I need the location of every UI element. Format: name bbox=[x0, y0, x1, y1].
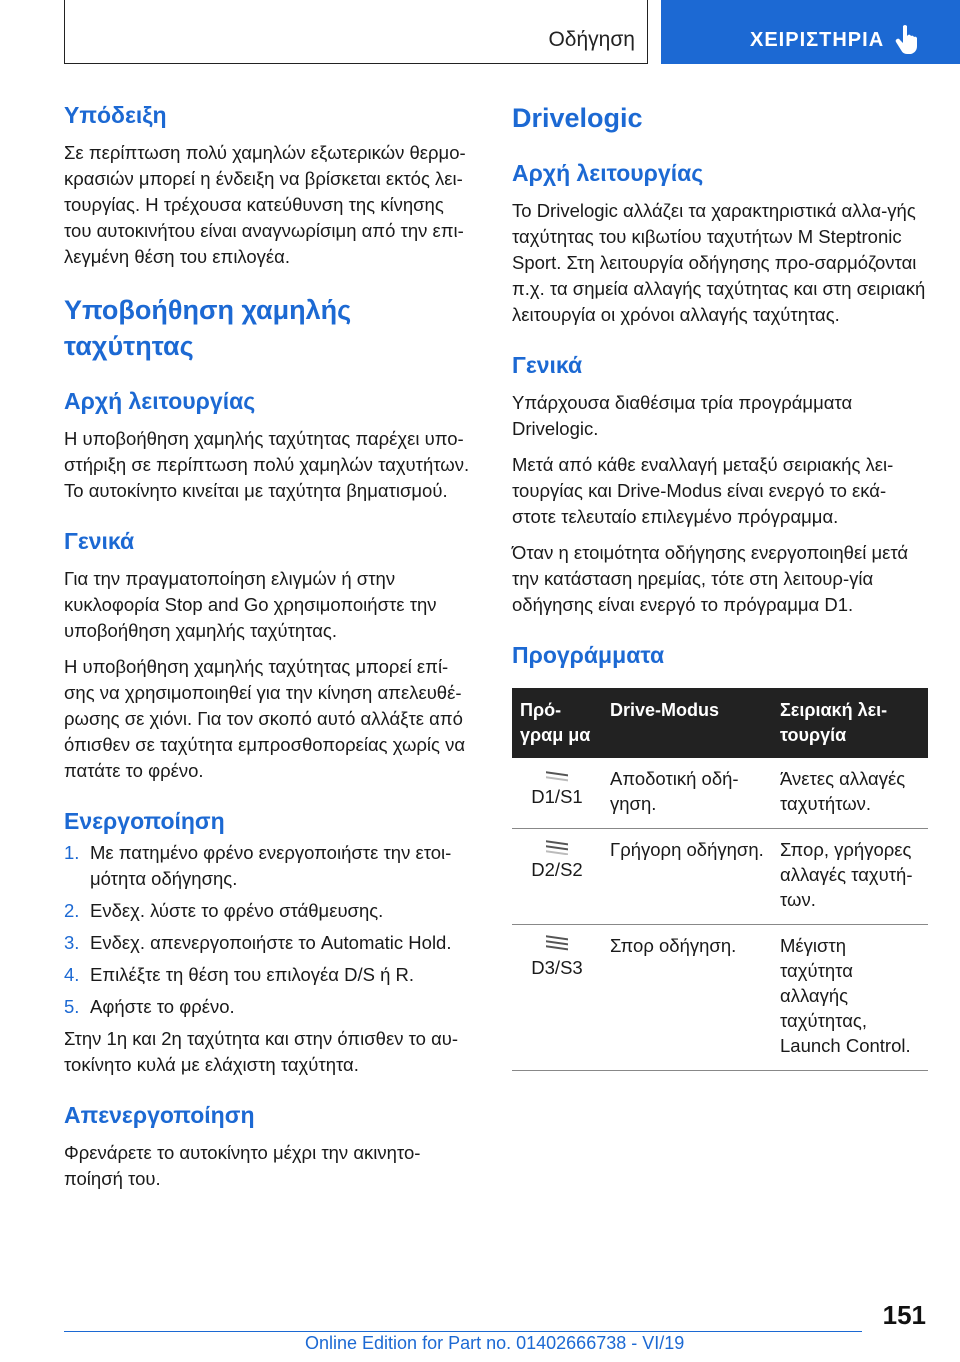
section-label: Οδήγηση bbox=[548, 28, 635, 51]
hint-title: Υπόδειξη bbox=[64, 102, 167, 128]
program-cell: D2/S2 bbox=[512, 829, 602, 925]
table-row bbox=[512, 829, 928, 925]
list-item: 2. Ενδεχ. λύστε το φρένο στάθμευσης. bbox=[64, 900, 384, 921]
activation-title: Ενεργοποίηση bbox=[64, 808, 225, 834]
principle-title: Αρχή λειτουργίας bbox=[64, 388, 256, 414]
program-cell: D3/S3 bbox=[512, 925, 602, 1071]
table-header-row bbox=[512, 688, 928, 758]
drivelogic-principle-text: Το Drivelogic αλλάζει τα χαρακτηριστικά αλλα-γής ταχύτητας του κιβωτίου ταχυτήτων M Steptronic Sport. Στη λειτουργία οδήγησης προ-σαρμόζονται π.χ. τα σημεία αλλαγής ταχύτητας και στη σειριακή λειτουργία οι χρόνοι αλλαγής ταχύτητας. bbox=[512, 200, 926, 325]
drivelogic-level-1-icon bbox=[544, 766, 570, 782]
column-header-serial: Σειριακή λει-τουργία bbox=[772, 688, 928, 758]
header-frame bbox=[64, 0, 648, 64]
drivelogic-principle-title: Αρχή λειτουργίας bbox=[512, 160, 704, 186]
left-column bbox=[64, 100, 476, 1192]
deactivation-title: Απενεργοποίηση bbox=[64, 1102, 255, 1128]
programs-table bbox=[512, 688, 928, 1071]
drivelogic-level-3-icon bbox=[544, 933, 570, 953]
drive-cell: Σπορ οδήγηση. bbox=[602, 925, 772, 1071]
principle-text: Η υποβοήθηση χαμηλής ταχύτητας παρέχει υπο-στήριξη σε περίπτωση πολύ χαμηλών ταχυτήτων. Το αυτοκίνητο κινείται με ταχύτητα βηματισμού. bbox=[64, 428, 470, 501]
general-title: Γενικά bbox=[64, 528, 135, 554]
serial-cell: Σπορ, γρήγορες αλλαγές ταχυτή-των. bbox=[772, 829, 928, 925]
list-item: 1. Με πατημένο φρένο ενεργοποιήστε την ετοι-μότητα οδήγησης. bbox=[64, 842, 452, 889]
program-cell: D1/S1 bbox=[512, 758, 602, 829]
drivelogic-general-title: Γενικά bbox=[512, 352, 583, 378]
serial-cell: Μέγιστη ταχύτητα αλλαγής ταχύτητας, Launch Control. bbox=[772, 925, 928, 1071]
footer-edition: Online Edition for Part no. 01402666738 - VI/19 bbox=[305, 1333, 685, 1353]
chapter-label: ΧΕΙΡΙΣΤΗΡΙΑ bbox=[750, 29, 885, 51]
general-paragraph-2: Η υποβοήθηση χαμηλής ταχύτητας μπορεί επί-σης να χρησιμοποιηθεί για την κίνηση απελευθέ-ρωσης σε χιόνι. Για τον σκοπό αυτό αλλάξτε από όπισθεν σε ταχύτητα εμπροσθοπορείας χωρίς να πατάτε το φρένο. bbox=[64, 656, 466, 781]
drivelogic-level-2-icon bbox=[544, 837, 570, 855]
drivelogic-general-p2: Μετά από κάθε εναλλαγή μεταξύ σειριακής λει-τουργίας και Drive-Modus είναι ενεργό το εκά-στοτε τελευταίο επιλεγμένο πρόγραμμα. bbox=[512, 454, 894, 527]
pointing-hand-icon bbox=[894, 24, 922, 54]
drivelogic-general-p3: Όταν η ετοιμότητα οδήγησης ενεργοποιηθεί μετά την κατάσταση ηρεμίας, τότε στη λειτουρ-γία οδήγησης είναι ενεργό το πρόγραμμα D1. bbox=[512, 542, 909, 615]
deactivation-text: Φρενάρετε το αυτοκίνητο μέχρι την ακινητο-ποίησή του. bbox=[64, 1142, 421, 1189]
page-number: 151 bbox=[882, 1300, 926, 1330]
table-row bbox=[512, 925, 928, 1071]
activation-steps bbox=[64, 840, 476, 1020]
right-column bbox=[512, 100, 928, 1071]
hint-text: Σε περίπτωση πολύ χαμηλών εξωτερικών θερμο-κρασιών μπορεί η ένδειξη να βρίσκεται εκτός λει-τουργίας. Η τρέχουσα κατεύθυνση της κίνησης του αυτοκινήτου είναι αναγνωρίσιμη από την επι-λεγμένη θέση του επιλογέα. bbox=[64, 142, 466, 267]
list-item: 5. Αφήστε το φρένο. bbox=[64, 996, 235, 1017]
activation-note: Στην 1η και 2η ταχύτητα και στην όπισθεν το αυ-τοκίνητο κυλά με ελάχιστη ταχύτητα. bbox=[64, 1028, 459, 1075]
table-row bbox=[512, 758, 928, 829]
general-paragraph-1: Για την πραγματοποίηση ελιγμών ή στην κυκλοφορία Stop and Go χρησιμοποιήστε την υποβοήθηση χαμηλής ταχύτητας. bbox=[64, 568, 437, 641]
serial-cell: Άνετες αλλαγές ταχυτήτων. bbox=[772, 758, 928, 829]
list-item: 3. Ενδεχ. απενεργοποιήστε το Automatic Hold. bbox=[64, 932, 452, 953]
drivelogic-title: Drivelogic bbox=[512, 103, 643, 133]
drive-cell: Γρήγορη οδήγηση. bbox=[602, 829, 772, 925]
list-item: 4. Επιλέξτε τη θέση του επιλογέα D/S ή R. bbox=[64, 964, 415, 985]
column-header-drive-modus: Drive-Modus bbox=[602, 688, 772, 758]
footer-rule bbox=[64, 1331, 862, 1332]
drive-cell: Αποδοτική οδή-γηση. bbox=[602, 758, 772, 829]
drivelogic-general-p1: Υπάρχουσα διαθέσιμα τρία προγράμματα Drivelogic. bbox=[512, 392, 853, 439]
column-header-program: Πρό-γραμ μα bbox=[512, 688, 602, 758]
programs-title: Προγράμματα bbox=[512, 642, 665, 668]
low-speed-assist-title: Υποβοήθηση χαμηλής ταχύτητας bbox=[64, 295, 352, 361]
chapter-tab bbox=[661, 0, 960, 64]
